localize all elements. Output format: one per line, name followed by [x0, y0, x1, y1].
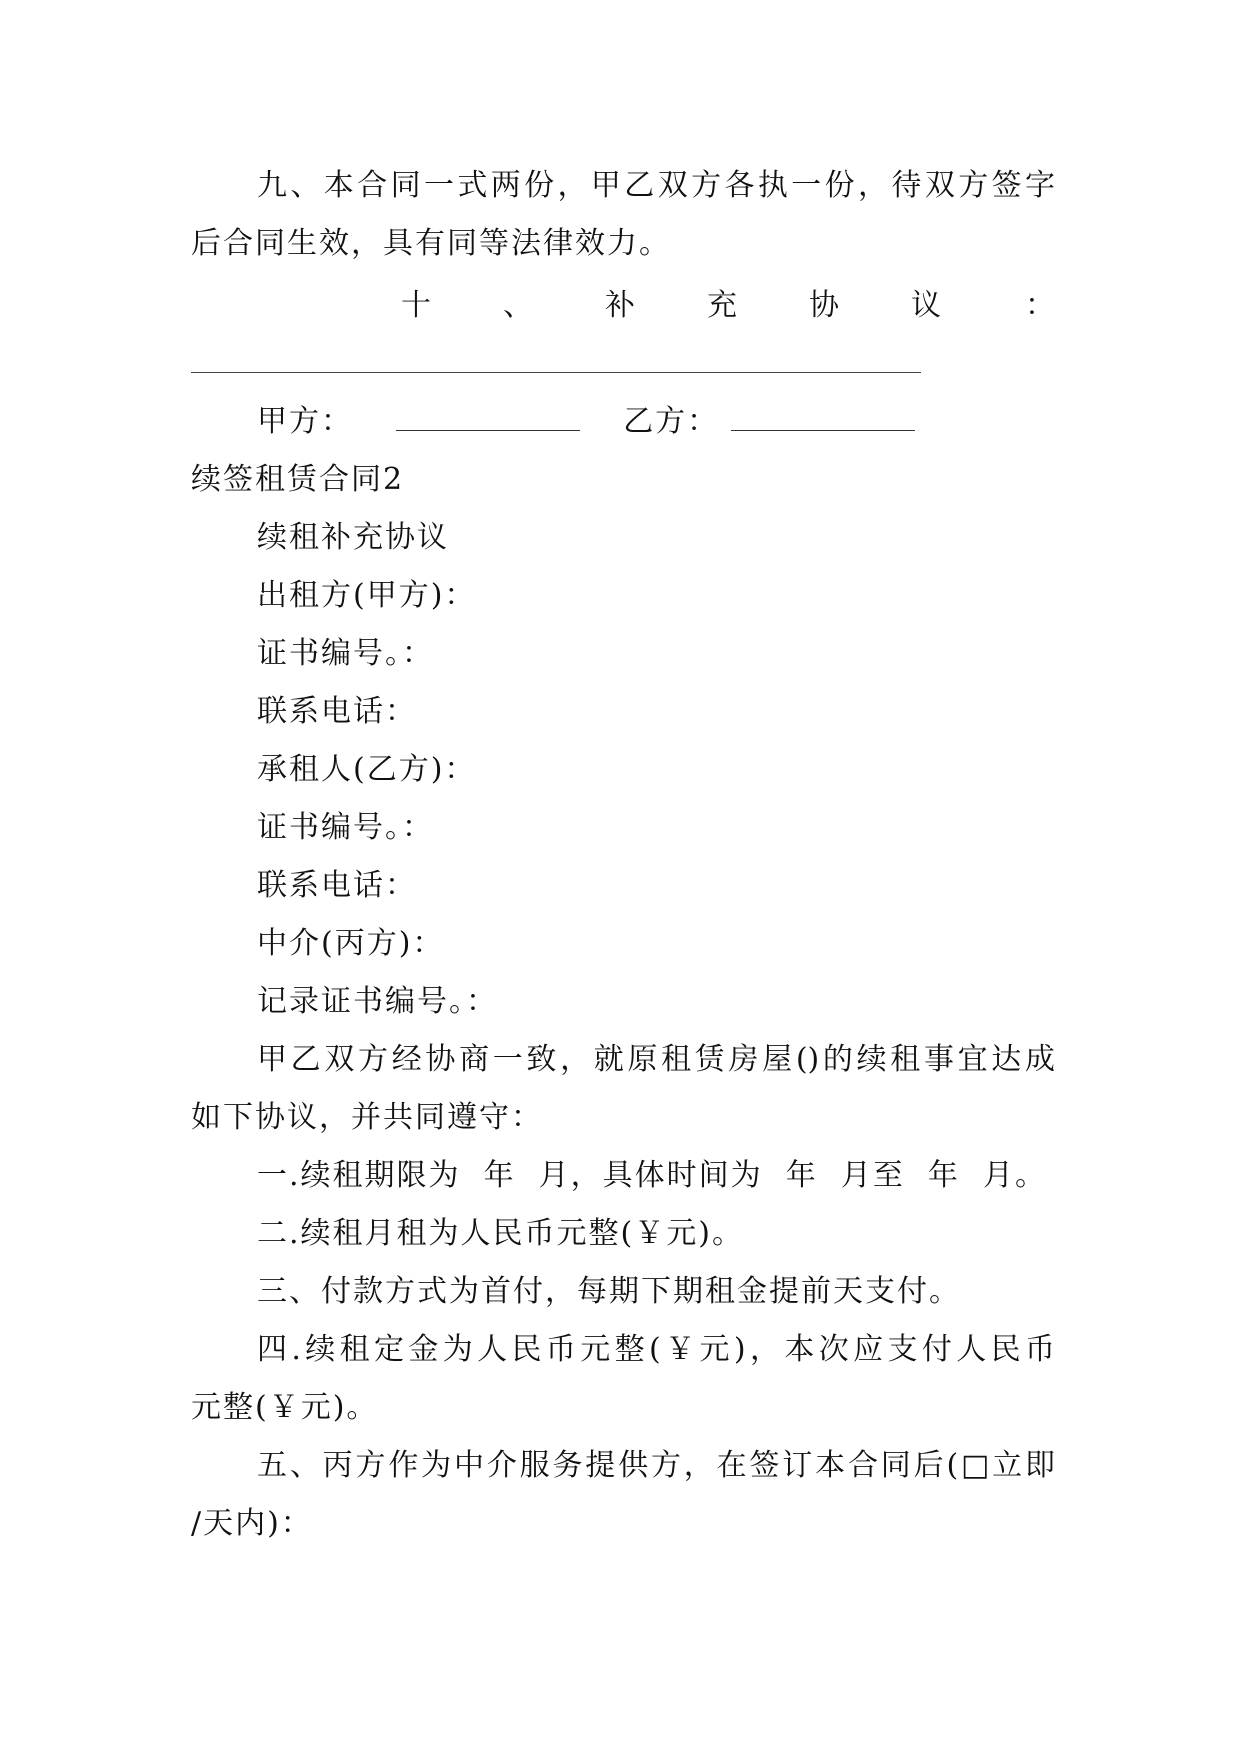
item-5-line-1: 五、丙方作为中介服务提供方，在签订本合同后(□立即 — [257, 1448, 1055, 1483]
lessee-cert-field: 证书编号。： — [257, 810, 434, 845]
party-b-signature-blank — [731, 404, 915, 431]
agent-field: 中介(丙方)： — [257, 926, 445, 961]
clause-9-line-2: 后合同生效，具有同等法律效力。 — [191, 226, 671, 261]
party-a-label: 甲方： — [257, 404, 353, 439]
clause-10-char: 协 — [809, 288, 839, 323]
item-2: 二.续租月租为人民币元整(￥元)。 — [257, 1216, 744, 1251]
party-b-label: 乙方： — [623, 404, 720, 439]
supplement-blank-line — [191, 372, 921, 373]
lessee-phone-field: 联系电话： — [257, 868, 417, 903]
clause-10-char: 充 — [707, 288, 737, 323]
clause-10-char: 议 — [911, 288, 941, 323]
item-4-line-2: 元整(￥元)。 — [191, 1390, 379, 1425]
item-1: 一.续租期限为 年 月，具体时间为 年 月至 年 月。 — [257, 1158, 1047, 1193]
intro-line-2: 如下协议，并共同遵守： — [191, 1100, 543, 1135]
clause-10-char: ： — [1025, 288, 1055, 323]
item-5-line-2: /天内)： — [191, 1506, 313, 1541]
clause-10-char: 十 — [401, 288, 431, 323]
clause-9-line-1: 九、本合同一式两份，甲乙双方各执一份，待双方签字 — [257, 168, 1055, 203]
intro-line-1: 甲乙双方经协商一致，就原租赁房屋()的续租事宜达成 — [257, 1042, 1055, 1077]
clause-10-char: 、 — [503, 288, 533, 323]
record-cert-field: 记录证书编号。： — [257, 984, 498, 1019]
lessor-cert-field: 证书编号。： — [257, 636, 434, 671]
item-4-line-1: 四.续租定金为人民币元整(￥元)，本次应支付人民币 — [257, 1332, 1055, 1367]
document-title-2: 续签租赁合同2 — [191, 462, 405, 497]
signature-row — [257, 402, 915, 442]
lessee-field: 承租人(乙方)： — [257, 752, 477, 787]
party-a-signature-blank — [396, 404, 580, 431]
subtitle: 续租补充协议 — [257, 520, 449, 555]
clause-10-char: 补 — [605, 288, 635, 323]
lessor-field: 出租方(甲方)： — [257, 578, 477, 613]
item-3: 三、付款方式为首付，每期下期租金提前天支付。 — [257, 1274, 961, 1309]
lessor-phone-field: 联系电话： — [257, 694, 417, 729]
